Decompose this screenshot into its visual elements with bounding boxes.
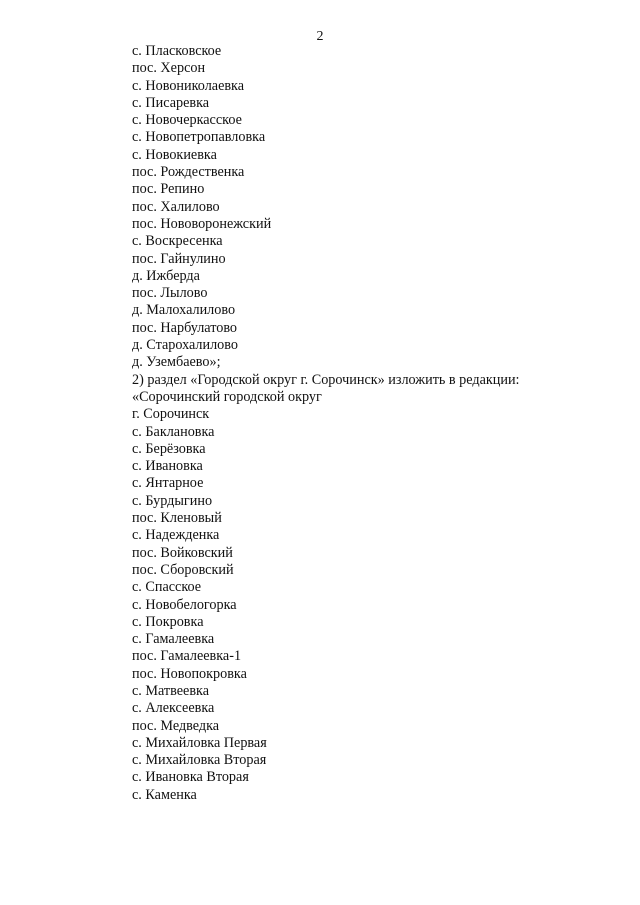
list-line: с. Берёзовка [132,440,206,457]
section-instruction: 2) раздел «Городской округ г. Сорочинск» изложить в редакции: [132,371,520,388]
list-line: пос. Кленовый [132,510,222,527]
list-line: пос. Халилово [132,198,220,215]
list-line: пос. Нововоронежский [132,215,272,232]
list-line: с. Баклановка [132,423,215,440]
list-line: с. Воскресенка [132,233,223,250]
list-line: с. Гамалеевка [132,631,215,648]
list-line: с. Ивановка Вторая [132,769,249,786]
list-line: с. Новопетропавловка [132,129,266,146]
list-line: с. Писаревка [132,94,210,111]
list-line: г. Сорочинск [132,406,210,423]
list-line: пос. Херсон [132,60,206,77]
section-heading: «Сорочинский городской округ [132,388,322,405]
list-line: с. Спасское [132,579,202,596]
list-line: пос. Лылово [132,285,208,302]
list-line: с. Новобелогорка [132,596,237,613]
list-line: с. Каменка [132,786,197,803]
list-line: с. Новониколаевка [132,77,245,94]
list-line: пос. Сборовский [132,561,234,578]
list-line: с. Янтарное [132,475,204,492]
list-line: с. Надежденка [132,527,220,544]
list-line: пос. Новопокровка [132,665,247,682]
list-line: пос. Гайнулино [132,250,226,267]
settlement-list [132,43,602,804]
list-line: с. Новокиевка [132,146,217,163]
list-line: пос. Нарбулатово [132,319,238,336]
list-line: д. Узембаево»; [132,354,221,371]
list-line: с. Новочеркасское [132,112,242,129]
list-line: д. Старохалилово [132,337,238,354]
list-line: с. Михайловка Первая [132,734,267,751]
list-line: с. Бурдыгино [132,492,213,509]
list-line: с. Ивановка [132,458,203,475]
page-number: 2 [316,29,324,44]
list-line: пос. Рождественка [132,164,245,181]
list-line: д. Малохалилово [132,302,236,319]
list-line: с. Алексеевка [132,700,215,717]
list-line: д. Ижберда [132,267,200,284]
list-line: с. Михайловка Вторая [132,752,267,769]
list-line: пос. Гамалеевка-1 [132,648,242,665]
list-line: с. Покровка [132,613,204,630]
list-line: пос. Репино [132,181,205,198]
list-line: с. Пласковское [132,43,222,59]
list-line: с. Матвеевка [132,682,210,699]
list-line: пос. Медведка [132,717,220,734]
list-line: пос. Войковский [132,544,233,561]
